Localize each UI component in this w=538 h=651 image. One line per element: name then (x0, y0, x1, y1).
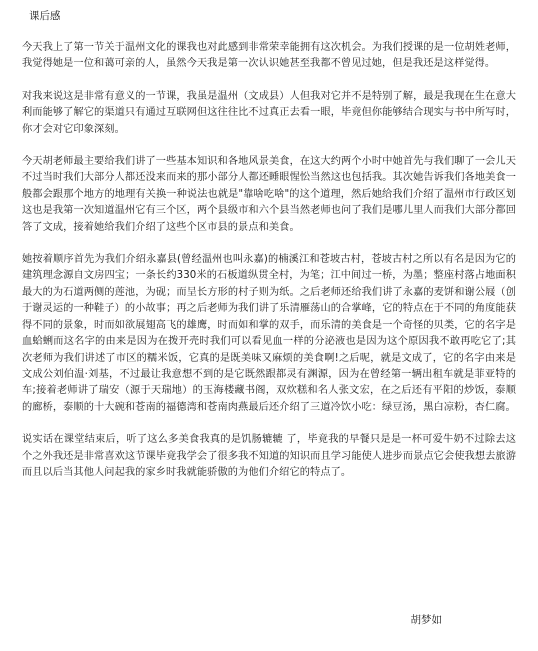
essay-paragraph-4: 她按着顺序首先为我们介绍永嘉县(曾经温州也叫永嘉)的楠溪江和苍坡古村，苍坡古村之所以有名是因为它的建筑理念源自文房四宝；一条长约330米的石板道纵贯全村，为笔；江中间过一桥，为墨；整座村落占地面积最大的为石道两侧的莲池，为砚；而呈长方形的村子则为纸。之后老师还给我们讲了永嘉的麦饼和谢公屐（创于谢灵运的一种鞋子）的小故事；再之后老师为我们讲了乐清雁荡山的合掌峰，它的特点在于不同的角度能获得不同的景象，时而如欲展翅高飞的雄鹰，时而如和掌的双手，而乐清的美食是一个奇怪的贝类，它的名字是血蛤蜊而这名字的由来是因为在拨开壳时我们可以看见血一样的分泌液也是因为这个原因我不敢再吃它了;其次老师为我们讲述了市区的糯米饭，它真的是既美味又麻烦的美食啊!之后呢，就是文成了，它的名字由来是文成公刘伯温·刘基，不过最让我意想不到的是它既然跟都灵有渊源，因为在曾经第一辆出租车就是菲亚特的车;接着老师讲了瑞安（源于天瑞地）的玉海楼藏书阁，双炊糕和名人张文宏，在之后还有平阳的炒饭，泰顺的廊桥，泰顺的十大碗和苍南的福德湾和苍南肉燕最后还介绍了三道冷饮小吃：绿豆汤，黑白凉粉，杏仁腐。 (22, 254, 516, 413)
essay-title: 课后感 (29, 10, 61, 22)
essay-paragraph-1: 今天我上了第一节关于温州文化的课我也对此感到非常荣幸能拥有这次机会。为我们授课的是一位胡姓老师，我觉得她是一位和蔼可亲的人，虽然今天我是第一次认识她甚至我都不曾见过她，但是我还是这样觉得。 (22, 42, 516, 70)
essay-paragraph-2: 对我来说这是非常有意义的一节课，我虽是温州（文成县）人但我对它并不是特别了解，最是我现在生在意大利而能够了解它的渠道只有通过互联网但这往往比不过真正去看一眼，毕竟但你能够结合现实与书中所写时，你才会对它印象深刻。 (22, 90, 516, 135)
essay-paragraph-5: 说实话在课堂结束后，听了这么多美食我真的是饥肠辘辘 了，毕竟我的早餐只是是一杯可爱牛奶不过除去这个之外我还是非常喜欢这节课毕竟我学会了很多我不知道的知识而且学习能使人进步而景点它会使我想去旅游而且以后当其他人问起我的家乡时我就能骄傲的为他们介绍它的特点了。 (22, 434, 516, 478)
author-signature: 胡梦如 (410, 614, 442, 626)
essay-paragraph-3: 今天胡老师最主要给我们讲了一些基本知识和各地风景美食，在这大约两个小时中她首先与我们聊了一会儿天不过当时我们大部分人都还没来而来的那小部分人都还睡眼惺忪当然这也包括我。其次她告诉我们各地美食一般都会跟那个地方的地理有关换一种说法也就是"靠啥吃啥"的这个道理，然后她给我们介绍了温州市行政区划这也是我第一次知道温州它有三个区，两个县级市和六个县当然老师也问了我们是哪儿里人而我们大部分都回答了文成，接着她给我们介绍了这些个区市县的景点和美食。 (22, 156, 516, 233)
